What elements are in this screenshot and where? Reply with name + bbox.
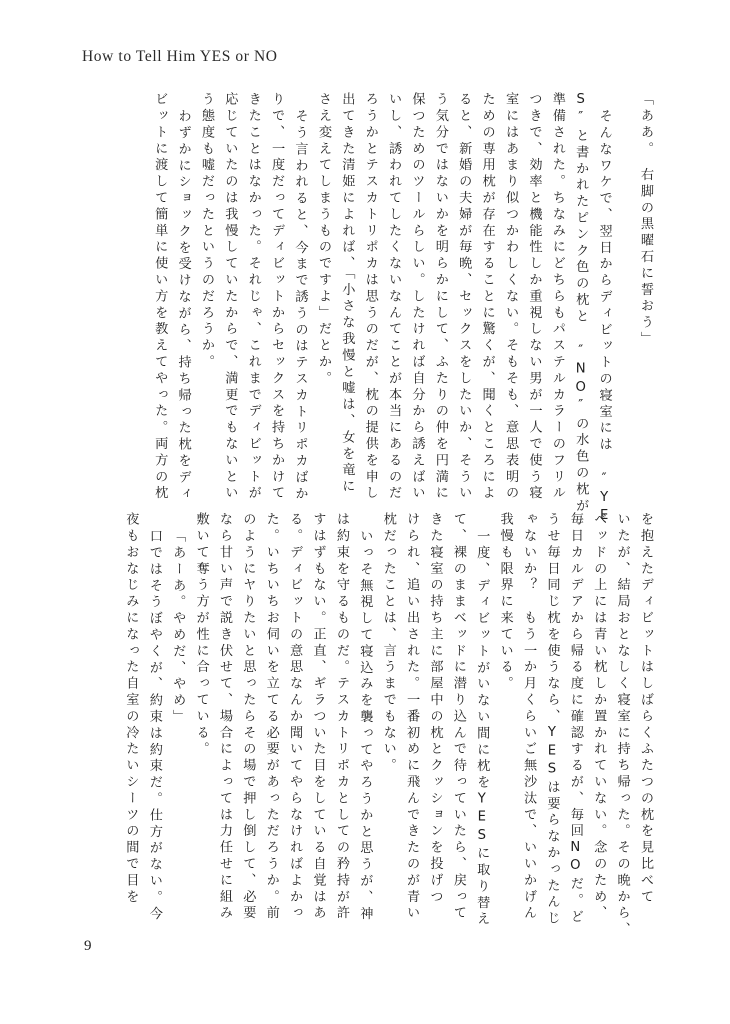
text-column: 保つためのツールらしい。したければ自分から誘えばい [409, 92, 425, 502]
text-column: う気分ではないかを明らかにして、ふたりの仲を円満に [432, 92, 448, 502]
text-column: わずかにショックを受けながら、持ち帰った枕をディ [175, 108, 191, 503]
text-column: うせ毎日同じ枕を使うなら、YESは要らなかったんじ [544, 512, 560, 928]
text-column: そんなワケで、翌日からディビットの寝室には ″YE [596, 108, 612, 526]
body-text-block-upper [143, 92, 653, 526]
text-column: て、裸のままベッドに潜り込んで待っていたら、戻って [450, 512, 466, 922]
text-column: ゃないか？ もう一か月くらいご無沙汰で、いいかげん [521, 512, 537, 922]
text-column: ると、新婚の夫婦が毎晩、セックスをしたいか、そうい [456, 92, 472, 502]
text-column: 一度、ディビットがいない間に枕をYESに取り替え [474, 528, 490, 928]
text-column: 我慢も限界に来ている。 [497, 512, 513, 693]
text-column: いっそ無視して寝込みを襲ってやろうかと思うが、神 [357, 528, 373, 923]
text-column: 応じていたのは我慢していたからで、満更でもないとい [222, 92, 238, 502]
text-column: ベッドの上には青い枕しか置かれていない。念のため、 [591, 512, 607, 922]
text-column: 室にはあまり似つかわしくない。そもそも、意思表明の [503, 92, 519, 502]
text-column: けられ、追い出された。一番初めに飛んできたのが青い [404, 512, 420, 922]
text-column: りで、一度だってディビットからセックスを持ちかけて [269, 92, 285, 502]
text-column: つきで、効率と機能性しか重視しない男が一人で使う寝 [526, 92, 542, 502]
text-column: のようにヤりたいと思ったらその場で押し倒して、必要 [240, 512, 256, 922]
text-column: 準備された。ちなみにどちらもパステルカラーのフリル [549, 92, 565, 502]
text-column: を抱えたディビットはしばらくふたつの枕を見比べて [638, 512, 653, 906]
text-column: 口ではそうぼやくが、約束は約束だ。仕方がない。今 [146, 528, 162, 923]
running-head: How to Tell Him YES or NO [82, 48, 278, 65]
text-column: 夜もおなじみになった自室の冷たいシーツの間で目を [123, 512, 139, 906]
text-column: すはずもない。正直、ギラついた目をしている自覚はあ [310, 512, 326, 922]
text-column: ための専用枕が存在することに驚くが、聞くところによ [479, 92, 495, 502]
text-column: ビットに渡して簡単に使い方を教えてやった。両方の枕 [152, 92, 168, 502]
text-column: 「ああ。 右脚の黒曜石に誓おう」 [638, 92, 653, 348]
text-column: いし、誘われてしたくないなんてことが本当にあるのだ [386, 92, 402, 502]
text-column: いたが、結局おとなしく寝室に持ち帰った。その晩から、 [614, 512, 630, 939]
text-column: きた寝室の持ち主に部屋中の枕とクッションを投げつ [427, 512, 443, 906]
body-text-block-lower [114, 512, 653, 939]
text-column [611, 92, 629, 492]
text-column: なら甘い声で説き伏せて、場合によっては力任せに組み [216, 512, 232, 922]
text-column: 出てきた清姫によれば、「小さな我慢と嘘は、女を竜に [339, 92, 355, 496]
text-column: た。いちいちお伺いを立てる必要があっただろうか。前 [263, 512, 279, 922]
text-column: 敷いて奪う方が性に合っている。 [193, 512, 209, 758]
text-column: さえ変えてしまうものですよ」だとか。 [315, 92, 331, 388]
text-column: ろうかとテスカトリポカは思うのだが、枕の提供を申し [362, 92, 378, 502]
text-column: 「あーあ。やめだ、やめ」 [170, 528, 186, 726]
text-column: 毎日カルデアから帰る度に確認するが、毎回NOだ。ど [567, 512, 583, 926]
page-number: 9 [84, 938, 92, 954]
text-column: そう言われると、今まで誘うのはテスカトリポカばか [292, 108, 308, 503]
text-column: は約束を守るものだ。テスカトリポカとしての矜持が許 [333, 512, 349, 922]
text-column: きたことはなかった。それじゃ、これまでディビットが [245, 92, 261, 502]
text-column: S″と書かれたピンク色の枕と ″NO″の水色の枕が [573, 92, 589, 515]
text-column: る。ディビットの意思なんか聞いてやらなければよかっ [287, 512, 303, 922]
text-column: 枕だったことは、言うまでもない。 [380, 512, 396, 775]
text-column: う態度も嘘だったというのだろうか。 [198, 92, 214, 371]
